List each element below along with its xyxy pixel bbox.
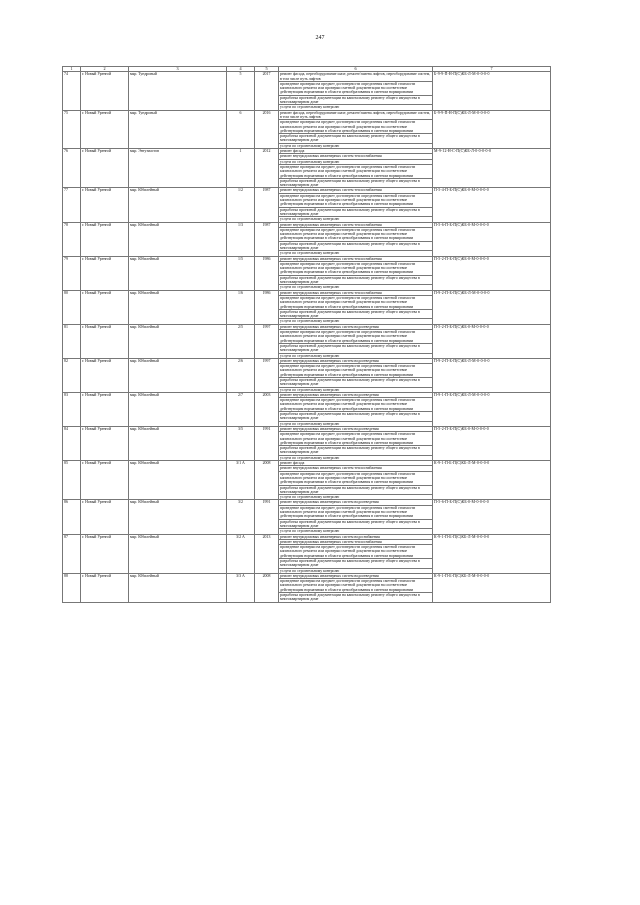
record-work-item: ремонт внутридомовых инженерных систем водоотведения	[279, 324, 433, 329]
record-work-item: услуги по строительному контролю	[279, 319, 433, 324]
record-code: П-5-2-П-Б-П(С)КБ-0-М-0-0-0-0	[433, 256, 551, 290]
record-row	[63, 500, 551, 505]
record-code: К-9-1-П-Б-П(С)КБ-Л-М-0-0-0-0	[433, 534, 551, 573]
record-work-item: ремонт фасада	[279, 461, 433, 466]
record-work-item: разработка проектной документации на капитальному ремонту общего имущества в многоквартирном доме	[279, 134, 433, 144]
record-row	[63, 188, 551, 193]
record-street: мкр. Юбилейный	[129, 324, 227, 358]
record-city: г. Новый Уренгой	[81, 573, 129, 602]
column-number: 1	[63, 67, 81, 72]
record-work-item: проведение проверки на предмет достоверности определения сметной стоимости капитального ремонта или проверки сметной документации на соответствие действующим нормативам в области ценообразования в сметном нормировании	[279, 545, 433, 559]
record-work-item: проведение проверки на предмет достоверности определения сметной стоимости капитального ремонта или проверки сметной документации на соответствие действующим нормативам в области ценообразования в сметном нормировании	[279, 432, 433, 446]
record-code: П-9-1-П-Б-П(С)КБ-Л-М-0-0-0-0	[433, 392, 551, 426]
record-code: Б-9-9-П-Н-П(С)КБ-Л-М-0-0-0-0	[433, 110, 551, 148]
record-work-item: разработка проектной документации на капитальному ремонту общего имущества в многоквартирном доме	[279, 378, 433, 388]
record-number: 82	[63, 358, 81, 392]
record-city: г. Новый Уренгой	[81, 72, 129, 110]
record-code: П-5-2-П-Б-П(С)КБ-0-М-0-0-0-0	[433, 324, 551, 358]
record-work-item: проведение проверки на предмет достоверности определения сметной стоимости капитального ремонта или проверки сметной документации на соответствие действующим нормативам в области ценообразования в сметном нормировании	[279, 120, 433, 134]
record-row	[63, 222, 551, 227]
record-work-item: проведение проверки на предмет достоверности определения сметной стоимости капитального ремонта или проверки сметной документации на соответствие действующим нормативам в области ценообразования в сметном нормировании	[279, 164, 433, 178]
record-work-item: услуги по строительному контролю	[279, 159, 433, 164]
record-number: 86	[63, 500, 81, 534]
record-city: г. Новый Уренгой	[81, 149, 129, 188]
record-house: 2/5	[227, 324, 255, 358]
record-row	[63, 290, 551, 295]
record-work-item: проведение проверки на предмет достоверности определения сметной стоимости капитального ремонта или проверки сметной документации на соответствие действующим нормативам в области ценообразования в сметном нормировании	[279, 261, 433, 275]
record-work-item: разработка проектной документации на капитальному ремонту общего имущества в многоквартирном доме	[279, 343, 433, 353]
record-work-item: проведение проверки на предмет достоверности определения сметной стоимости капитального ремонта или проверки сметной документации на соответствие действующим нормативам в области ценообразования в сметном нормировании	[279, 193, 433, 207]
record-code: К-9-1-П-Б-П(С)КБ-Л-М-0-0-0-0	[433, 461, 551, 500]
record-work-item: услуги по строительному контролю	[279, 495, 433, 500]
record-street: мкр. Юбилейный	[129, 461, 227, 500]
record-city: г. Новый Уренгой	[81, 358, 129, 392]
record-house: 1/3	[227, 222, 255, 256]
record-year: 1991	[255, 500, 279, 534]
record-work-item: разработка проектной документации на капитальному ремонту общего имущества в многоквартирном доме	[279, 412, 433, 422]
record-work-item: ремонт внутридомовых инженерных систем теплоснабжения	[279, 466, 433, 471]
record-work-item: разработка проектной документации на капитальному ремонту общего имущества в многоквартирном доме	[279, 593, 433, 603]
record-code: П-5-6-П-Б-П(С)КБ-0-М-0-0-0-0	[433, 222, 551, 256]
record-year: 2016	[255, 110, 279, 148]
record-work-item: проведение проверки на предмет достоверности определения сметной стоимости капитального ремонта или проверки сметной документации на соответствие действующим нормативам в области ценообразования в сметном нормировании	[279, 579, 433, 593]
record-row	[63, 426, 551, 431]
column-number: 4	[227, 67, 255, 72]
record-work-item: разработка проектной документации на капитальному ремонту общего имущества в многоквартирном доме	[279, 207, 433, 217]
record-house: 2/7	[227, 392, 255, 426]
record-city: г. Новый Уренгой	[81, 290, 129, 324]
record-work-item: услуги по строительному контролю	[279, 285, 433, 290]
record-work-item: ремонт внутридомовых инженерных систем теплоснабжения	[279, 154, 433, 159]
record-number: 80	[63, 290, 81, 324]
record-year: 2013	[255, 534, 279, 573]
record-year: 1986	[255, 256, 279, 290]
record-work-item: проведение проверки на предмет достоверности определения сметной стоимости капитального ремонта или проверки сметной документации на соответствие действующим нормативам в области ценообразования в сметном нормировании	[279, 471, 433, 485]
record-row	[63, 358, 551, 363]
record-number: 88	[63, 573, 81, 602]
record-code: П-5-6-П-Б-П(С)КБ-0-М-0-0-0-0	[433, 500, 551, 534]
record-work-item: услуги по строительному контролю	[279, 217, 433, 222]
record-code: П-9-2-П-Б-П(С)КБ-Л-М-0-0-0-0	[433, 290, 551, 324]
record-code: Б-9-9-П-Н-П(С)КБ-Л-М-0-0-0-0	[433, 72, 551, 110]
record-year: 1987	[255, 222, 279, 256]
capital-repair-register-table	[62, 66, 551, 603]
record-house: 1/5	[227, 256, 255, 290]
record-row	[63, 256, 551, 261]
page-number: 247	[315, 35, 325, 41]
record-work-item: разработка проектной документации на капитальному ремонту общего имущества в многоквартирном доме	[279, 95, 433, 105]
column-number: 3	[129, 67, 227, 72]
record-work-item: разработка проектной документации на капитальному ремонту общего имущества в многоквартирном доме	[279, 275, 433, 285]
record-city: г. Новый Уренгой	[81, 324, 129, 358]
record-street: мкр. Юбилейный	[129, 188, 227, 222]
record-house: 3/5	[227, 426, 255, 460]
record-work-item: ремонт внутридомовых инженерных систем теплоснабжения	[279, 188, 433, 193]
record-work-item: услуги по строительному контролю	[279, 421, 433, 426]
record-year: 2017	[255, 72, 279, 110]
record-work-item: услуги по строительному контролю	[279, 387, 433, 392]
record-code: К-9-1-П-Б-П(С)КБ-Л-М-0-0-0-0	[433, 573, 551, 602]
record-street: мкр. Юбилейный	[129, 256, 227, 290]
record-work-item: проведение проверки на предмет достоверности определения сметной стоимости капитального ремонта или проверки сметной документации на соответствие действующим нормативам в области ценообразования в сметном нормировании	[279, 505, 433, 519]
record-city: г. Новый Уренгой	[81, 110, 129, 148]
record-house: 1/2	[227, 188, 255, 222]
record-street: мкр. Юбилейный	[129, 290, 227, 324]
column-number: 6	[279, 67, 433, 72]
record-street: мкр. Тундровый	[129, 110, 227, 148]
record-work-item: ремонт внутридомовых инженерных систем водоотведения	[279, 358, 433, 363]
record-work-item: разработка проектной документации на капитальному ремонту общего имущества в многоквартирном доме	[279, 485, 433, 495]
record-street: мкр. Энтузиастов	[129, 149, 227, 188]
record-city: г. Новый Уренгой	[81, 500, 129, 534]
record-year: 1991	[255, 426, 279, 460]
record-work-item: разработка проектной документации на капитальному ремонту общего имущества в многоквартирном доме	[279, 519, 433, 529]
record-work-item: проведение проверки на предмет достоверности определения сметной стоимости капитального ремонта или проверки сметной документации на соответствие действующим нормативам в области ценообразования в сметном нормировании	[279, 330, 433, 344]
record-house: 3/3 А	[227, 573, 255, 602]
record-city: г. Новый Уренгой	[81, 188, 129, 222]
record-work-item: ремонт внутридомовых инженерных систем водоотведения	[279, 426, 433, 431]
record-work-item: ремонт внутридомовых инженерных систем теплоснабжения	[279, 256, 433, 261]
record-work-item: проведение проверки на предмет достоверности определения сметной стоимости капитального ремонта или проверки сметной документации на соответствие действующим нормативам в области ценообразования в сметном нормировании	[279, 398, 433, 412]
record-number: 83	[63, 392, 81, 426]
record-house: 2/6	[227, 358, 255, 392]
record-number: 75	[63, 110, 81, 148]
record-year: 1986	[255, 290, 279, 324]
record-year: 2008	[255, 573, 279, 602]
record-code: П-9-2-П-Б-П(С)КБ-Л-М-0-0-0-0	[433, 358, 551, 392]
record-work-item: ремонт внутридомовых инженерных систем водоотведения	[279, 573, 433, 578]
record-city: г. Новый Уренгой	[81, 426, 129, 460]
record-row	[63, 110, 551, 120]
record-number: 84	[63, 426, 81, 460]
record-street: мкр. Юбилейный	[129, 573, 227, 602]
record-work-item: разработка проектной документации на капитальному ремонту общего имущества в многоквартирном доме	[279, 446, 433, 456]
record-work-item: проведение проверки на предмет достоверности определения сметной стоимости капитального ремонта или проверки сметной документации на соответствие действующим нормативам в области ценообразования в сметном нормировании	[279, 81, 433, 95]
record-work-item: ремонт внутридомовых инженерных систем теплоснабжения	[279, 290, 433, 295]
record-number: 77	[63, 188, 81, 222]
record-work-item: ремонт внутридомовых инженерных систем теплоснабжения	[279, 539, 433, 544]
record-street: мкр. Юбилейный	[129, 534, 227, 573]
record-house: 3/1 А	[227, 461, 255, 500]
record-work-item: разработка проектной документации на капитальному ремонту общего имущества в многоквартирном доме	[279, 558, 433, 568]
record-number: 79	[63, 256, 81, 290]
record-work-item: ремонт внутридомовых инженерных систем водоотведения	[279, 392, 433, 397]
record-work-item: проведение проверки на предмет достоверности определения сметной стоимости капитального ремонта или проверки сметной документации на соответствие действующим нормативам в области ценообразования в сметном нормировании	[279, 227, 433, 241]
record-work-item: ремонт фасада, переоборудование шахт, ремонт/замена лифтов, переоборудование систем, в том числе путь лифтов	[279, 72, 433, 82]
record-house: 6	[227, 110, 255, 148]
record-number: 76	[63, 149, 81, 188]
record-city: г. Новый Уренгой	[81, 222, 129, 256]
record-house: 3/2 А	[227, 534, 255, 573]
column-number: 5	[255, 67, 279, 72]
column-number: 7	[433, 67, 551, 72]
record-number: 85	[63, 461, 81, 500]
record-city: г. Новый Уренгой	[81, 392, 129, 426]
column-number: 2	[81, 67, 129, 72]
record-city: г. Новый Уренгой	[81, 461, 129, 500]
record-work-item: ремонт фасада	[279, 149, 433, 154]
record-work-item: ремонт внутридомовых инженерных систем водоотведения	[279, 500, 433, 505]
record-work-item: проведение проверки на предмет достоверности определения сметной стоимости капитального ремонта или проверки сметной документации на соответствие действующим нормативам в области ценообразования в сметном нормировании	[279, 364, 433, 378]
record-work-item: услуги по строительному контролю	[279, 105, 433, 110]
record-house: 3/2	[227, 500, 255, 534]
record-year: 1987	[255, 188, 279, 222]
record-code: М-9-12-Н-С-П(С)КБ-Л-0-0-0-0-0	[433, 149, 551, 188]
record-work-item: разработка проектной документации на капитальному ремонту общего имущества в многоквартирном доме	[279, 309, 433, 319]
record-year: 1997	[255, 358, 279, 392]
record-street: мкр. Тундровый	[129, 72, 227, 110]
record-work-item: ремонт фасада, переоборудование шахт, ремонт/замена лифтов, переоборудование систем, в том числе путь лифтов	[279, 110, 433, 120]
record-row	[63, 392, 551, 397]
record-year: 2012	[255, 149, 279, 188]
record-row	[63, 573, 551, 578]
record-street: мкр. Юбилейный	[129, 358, 227, 392]
record-house: 1/6	[227, 290, 255, 324]
record-work-item: ремонт внутридомовых инженерных систем водоснабжения	[279, 534, 433, 539]
record-work-item: услуги по строительному контролю	[279, 568, 433, 573]
record-work-item: ремонт внутридомовых инженерных систем теплоснабжения	[279, 222, 433, 227]
record-city: г. Новый Уренгой	[81, 256, 129, 290]
record-year: 2008	[255, 461, 279, 500]
record-row	[63, 72, 551, 82]
record-work-item: услуги по строительному контролю	[279, 529, 433, 534]
record-street: мкр. Юбилейный	[129, 500, 227, 534]
record-code: П-5-4-П-Б-П(С)КБ-0-М-0-0-0-0	[433, 188, 551, 222]
record-number: 74	[63, 72, 81, 110]
record-year: 1997	[255, 324, 279, 358]
record-number: 87	[63, 534, 81, 573]
record-work-item: разработка проектной документации на капитальному ремонту общего имущества в многоквартирном доме	[279, 178, 433, 188]
record-house: 1	[227, 149, 255, 188]
record-street: мкр. Юбилейный	[129, 426, 227, 460]
record-row	[63, 324, 551, 329]
record-work-item: услуги по строительному контролю	[279, 143, 433, 148]
record-code: П-5-2-П-Б-П(С)КБ-0-М-0-0-0-0	[433, 426, 551, 460]
record-year: 2003	[255, 392, 279, 426]
record-house: 5	[227, 72, 255, 110]
record-work-item: разработка проектной документации на капитальному ремонту общего имущества в многоквартирном доме	[279, 241, 433, 251]
record-work-item: проведение проверки на предмет достоверности определения сметной стоимости капитального ремонта или проверки сметной документации на соответствие действующим нормативам в области ценообразования в сметном нормировании	[279, 295, 433, 309]
record-work-item: услуги по строительному контролю	[279, 251, 433, 256]
record-city: г. Новый Уренгой	[81, 534, 129, 573]
record-number: 81	[63, 324, 81, 358]
record-street: мкр. Юбилейный	[129, 392, 227, 426]
record-number: 78	[63, 222, 81, 256]
record-work-item: услуги по строительному контролю	[279, 455, 433, 460]
record-row	[63, 534, 551, 539]
record-street: мкр. Юбилейный	[129, 222, 227, 256]
record-work-item: услуги по строительному контролю	[279, 353, 433, 358]
